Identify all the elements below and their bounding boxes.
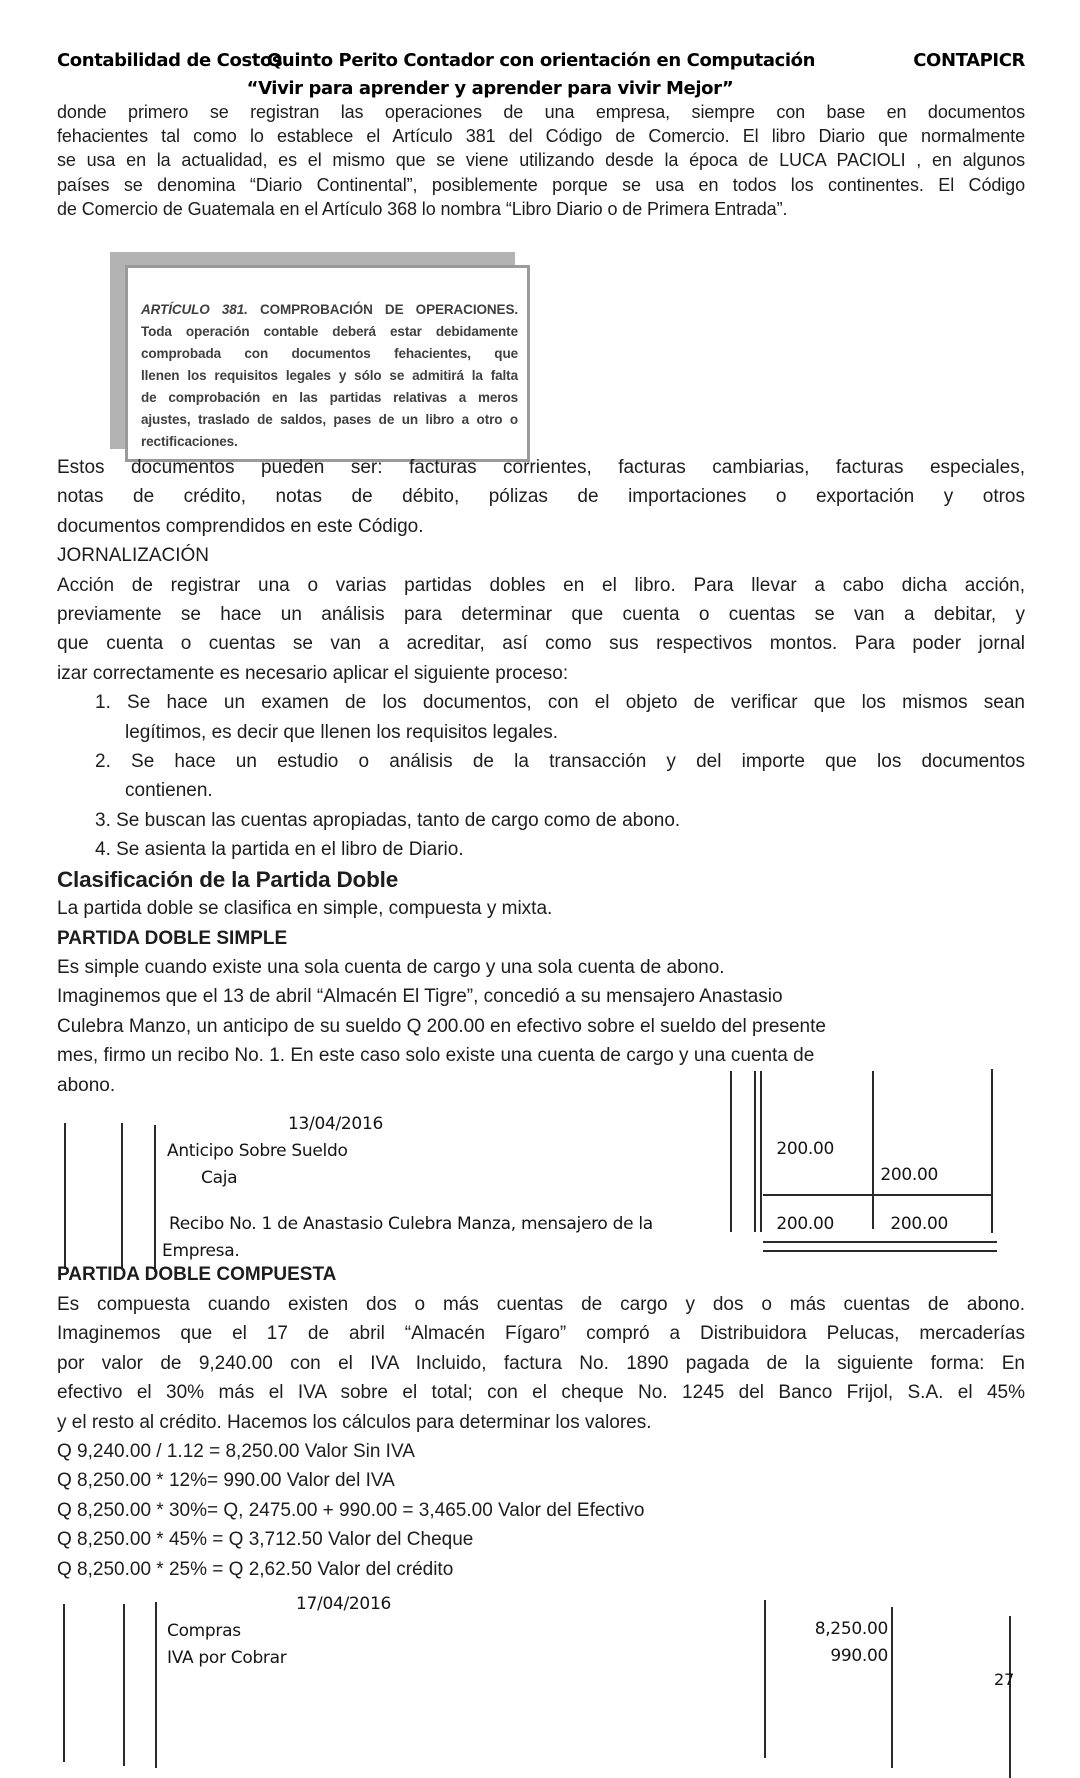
journal1-debit-amount: 200.00 <box>776 1139 834 1159</box>
article-381-title <box>141 299 518 321</box>
ledger1-right-rule-2 <box>754 1071 756 1232</box>
journal1-credit-account: Caja <box>201 1168 238 1188</box>
heading-clasificacion-partida-doble: Clasificación de la Partida Doble <box>57 866 399 892</box>
journal1-total-debit: 200.00 <box>776 1214 834 1234</box>
text-es-simple: Es simple cuando existe una sola cuenta de cargo y una sola cuenta de abono. <box>57 956 725 978</box>
ledger1-left-rule-2 <box>121 1123 123 1269</box>
header-tagline: “Vivir para aprender y aprender para vivir Mejor” <box>246 78 734 99</box>
lower-section <box>57 1290 1025 1584</box>
ledger1-right-edge-rule <box>991 1069 993 1233</box>
paragraph-imaginemos-13-abril: Imaginemos que el 13 de abril “Almacén El Tigre”, concedió a su mensajero Anastasio Culebra Manzo, un anticipo de su sueldo Q 200.00 en efectivo sobre el sueldo del presente mes, firmo un recibo No. 1. En este caso solo existe una cuenta de cargo y una cuenta de abono. <box>57 986 826 1096</box>
journal2-account-1: Compras <box>167 1621 241 1641</box>
ledger2-right-rule-2 <box>891 1607 893 1768</box>
article-381-subject: COMPROBACIÓN DE OPERACIONES. <box>247 302 518 317</box>
article-381-body: Toda operación contable deberá estar debidamente comprobada con documentos fehacientes, que llenen los requisitos legales y sólo se admitirá la falta de comprobación en las partidas relativas a meros ajustes, traslado de saldos, pases de un libro a otro o rectificaciones. <box>141 324 518 449</box>
header-course-title: Contabilidad de Costos <box>57 50 283 71</box>
journal1-date: 13/04/2016 <box>288 1114 383 1134</box>
article-381-box <box>125 265 530 462</box>
list-item-3: 3. Se buscan las cuentas apropiadas, tanto de cargo como de abono. <box>95 809 681 831</box>
journal2-date: 17/04/2016 <box>296 1594 391 1614</box>
text-la-partida-doble: La partida doble se clasifica en simple, compuesta y mixta. <box>57 898 553 920</box>
paragraph-imaginemos-17-abril: Imaginemos que el 17 de abril “Almacén Fígaro” compró a Distribuidora Pelucas, mercaderías por valor de 9,240.00 con el IVA Incluido, factura No. 1890 pagada de la siguiente forma: En efectivo el 30% más el IVA sobre el total; con el cheque No. 1245 del Banco Frijol, S.A. el 45% y el resto al crédito. Hacemos los cálculos para determinar los valores. <box>57 1323 1025 1433</box>
journal1-memo-line1: Recibo No. 1 de Anastasio Culebra Manza, mensajero de la <box>169 1214 653 1234</box>
middle-section <box>57 453 1025 1100</box>
ledger1-double-rule <box>763 1241 997 1252</box>
ledger2-left-rule-1 <box>63 1604 65 1762</box>
calculation-lines: Q 9,240.00 / 1.12 = 8,250.00 Valor Sin IVA Q 8,250.00 * 12%= 990.00 Valor del IVA Q 8,250.00 * 30%= Q, 2475.00 + 990.00 = 3,465.00 Valor del Efectivo Q 8,250.00 * 45% = Q 3,712.50 Valor del Cheque Q 8,250.00 * 25% = Q 2,62.50 Valor del crédito <box>57 1441 645 1580</box>
ledger2-right-edge-rule <box>1009 1616 1011 1778</box>
journal1-credit-amount: 200.00 <box>880 1165 938 1185</box>
journal1-total-credit: 200.00 <box>890 1214 948 1234</box>
intro-paragraph: donde primero se registran las operaciones de una empresa, siempre con base en documentos fehacientes tal como lo establece el Artículo 381 del Código de Comercio. El libro Diario que normalmente se usa en la actualidad, es el mismo que se viene utilizando desde la época de LUCA PACIOLI , en algunos países se denomina “Diario Continental”, posiblemente porque se usa en todos los continentes. El Código de Comercio de Guatemala en el Artículo 368 lo nombra “Libro Diario o de Primera Entrada”. <box>57 102 1025 219</box>
paragraph-accion: Acción de registrar una o varias partidas dobles en el libro. Para llevar a cabo dicha acción, previamente se hace un análisis para determinar que cuenta o cuentas se van a debitar, y que cuenta o cuentas se van a acreditar, así como sus respectivos montos. Para poder jornal izar correctamente es necesario aplicar el siguiente proceso: <box>57 574 1025 684</box>
heading-jornalizacion: JORNALIZACIÓN <box>57 545 210 567</box>
ledger1-left-rule-3 <box>154 1125 156 1272</box>
ledger2-left-rule-3 <box>155 1602 157 1768</box>
ledger2-left-rule-2 <box>123 1604 125 1766</box>
journal2-amount-2: 990.00 <box>830 1646 888 1666</box>
header-program-title: Quinto Perito Contador con orientación en Computación <box>267 50 816 71</box>
header-brand: CONTAPICR <box>913 50 1025 71</box>
article-381-number: ARTÍCULO 381. <box>141 302 248 317</box>
heading-partida-doble-compuesta: PARTIDA DOBLE COMPUESTA <box>57 1264 337 1285</box>
paragraph-estos-documentos: Estos documentos pueden ser: facturas corrientes, facturas cambiarias, facturas especiales, notas de crédito, notas de débito, pólizas de importaciones o exportación y otros documentos comprendidos en este Código. <box>57 457 1025 537</box>
paragraph-es-compuesta: Es compuesta cuando existen dos o más cuentas de cargo y dos o más cuentas de abono. <box>57 1294 1025 1315</box>
ledger2-right-rule-1 <box>764 1600 766 1758</box>
list-item-2: 2. Se hace un estudio o análisis de la transacción y del importe que los documentos contienen. <box>95 751 1025 802</box>
journal1-memo-line2: Empresa. <box>162 1241 240 1261</box>
article-381-text <box>141 299 518 453</box>
list-item-4: 4. Se asienta la partida en el libro de Diario. <box>95 839 464 861</box>
page-number: 27 <box>994 1670 1015 1689</box>
list-item-1: 1. Se hace un examen de los documentos, con el objeto de verificar que los mismos sean legítimos, es decir que llenen los requisitos legales. <box>95 692 1025 743</box>
journal1-debit-account: Anticipo Sobre Sueldo <box>167 1141 348 1161</box>
ledger1-left-rule-1 <box>64 1123 66 1269</box>
journal2-account-2: IVA por Cobrar <box>167 1648 287 1668</box>
ledger1-right-rule-1 <box>730 1071 732 1232</box>
ledger1-debit-credit-divider <box>872 1071 874 1229</box>
heading-partida-doble-simple: PARTIDA DOBLE SIMPLE <box>57 927 288 949</box>
journal2-amount-1: 8,250.00 <box>814 1619 888 1639</box>
ledger1-total-rule <box>763 1194 993 1196</box>
